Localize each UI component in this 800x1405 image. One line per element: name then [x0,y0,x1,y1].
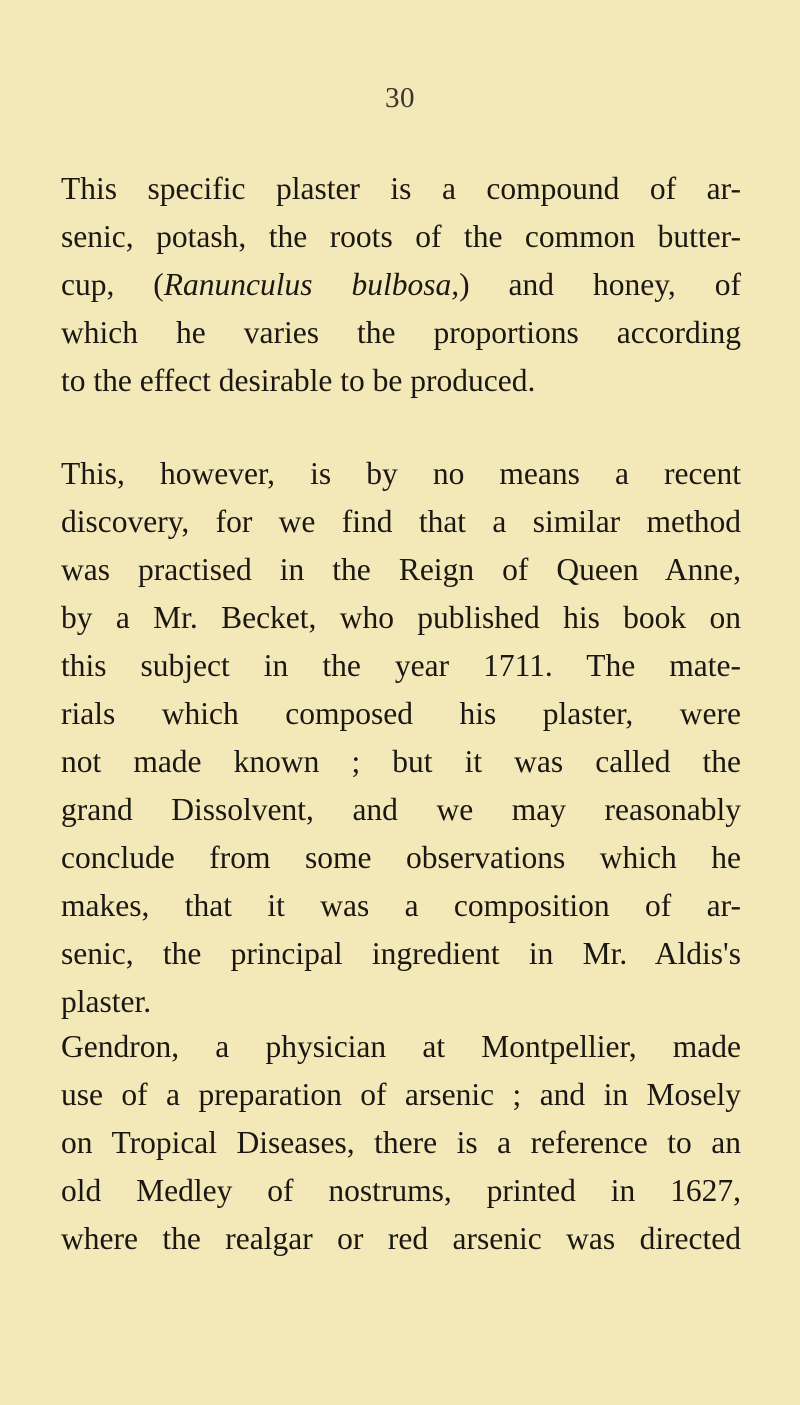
paragraph-1-line-3 [61,261,741,309]
paragraph-2 [61,450,741,1026]
paragraph-2-line-5: this subject in the year 1711. The mate- [61,648,741,683]
paragraph-1-line-3-italic-species: Ranunculus bulbosa, [163,267,460,302]
paragraph-2-line-9: conclude from some observations which he [61,840,741,875]
paragraph-2-line-11: senic, the principal ingredient in Mr. Aldis's [61,936,741,971]
paragraph-1-line-3-before-italic: cup, ( [61,267,164,302]
paragraph-2-line-10: makes, that it was a composition of ar- [61,888,741,923]
paragraph-1-line-3-after-italic: ) and honey, of [459,267,741,302]
paragraph-2-line-3: was practised in the Reign of Queen Anne, [61,552,741,587]
paragraph-3-line-4: old Medley of nostrums, printed in 1627, [61,1173,741,1208]
paragraph-3-line-5: where the realgar or red arsenic was directed [61,1221,741,1256]
paragraph-3 [61,1023,741,1263]
page-number: 30 [385,82,415,114]
paragraph-2-line-6: rials which composed his plaster, were [61,696,741,731]
paragraph-2-line-12: plaster. [61,984,152,1019]
paragraph-1-line-4: which he varies the proportions according [61,315,741,350]
paragraph-3-line-1: Gendron, a physician at Montpellier, made [61,1029,741,1064]
paragraph-2-line-2: discovery, for we find that a similar method [61,504,741,539]
paragraph-3-line-2: use of a preparation of arsenic ; and in Mosely [61,1077,741,1112]
paragraph-1 [61,165,741,405]
paragraph-1-line-2: senic, potash, the roots of the common butter- [61,219,741,254]
paragraph-2-line-1: This, however, is by no means a recent [61,456,741,491]
paragraph-2-line-7: not made known ; but it was called the [61,744,741,779]
paragraph-2-line-8: grand Dissolvent, and we may reasonably [61,792,741,827]
paragraph-3-line-3: on Tropical Diseases, there is a reference to an [61,1125,741,1160]
paragraph-1-line-1: This specific plaster is a compound of ar- [61,171,741,206]
paragraph-1-line-5: to the effect desirable to be produced. [61,363,536,398]
paragraph-2-line-4: by a Mr. Becket, who published his book on [61,600,741,635]
